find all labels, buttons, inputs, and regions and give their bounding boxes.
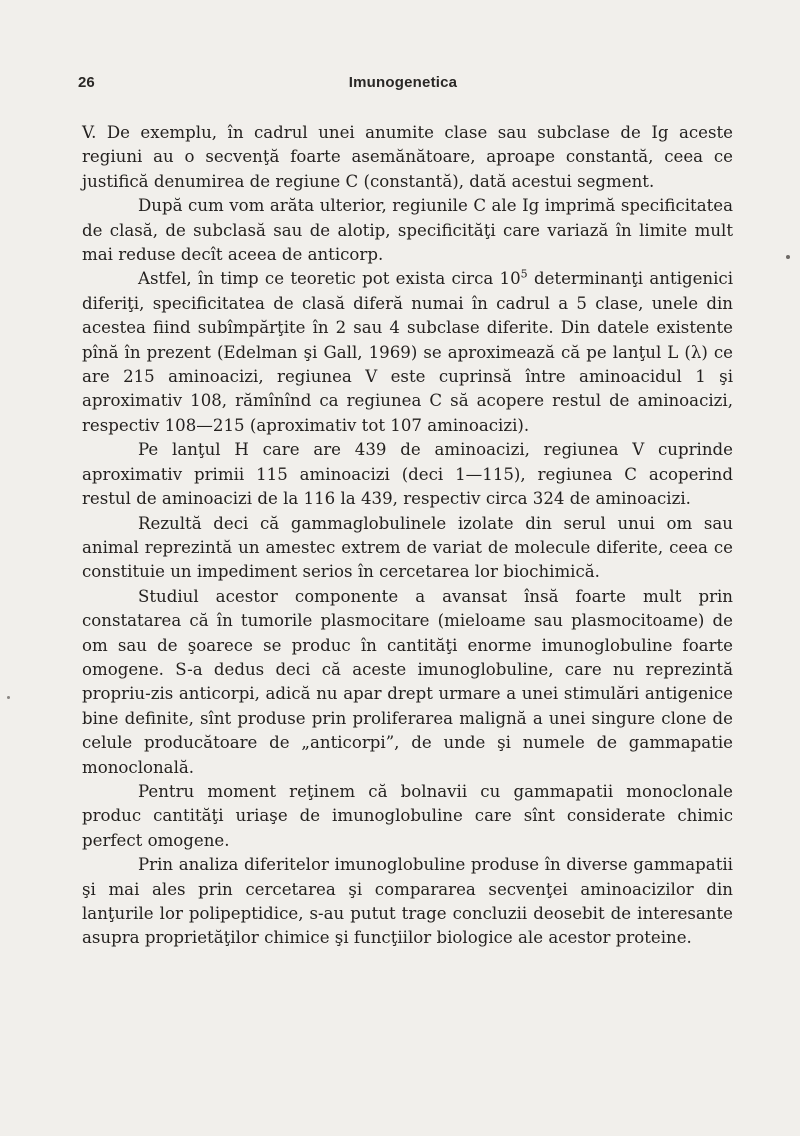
running-title: Imunogenetica <box>348 74 458 91</box>
paragraph-5: Rezultă deci că gammaglobulinele izolate din serul unui om sau animal reprezintă un amestec extrem de variat de molecule diferite, ceea ce constituie un impediment serios în cercetarea lor biochimică. <box>82 513 733 582</box>
paragraph-4: Pe lanţul H care are 439 de aminoacizi, regiunea V cuprinde aproximativ primii 115 aminoacizi (deci 1—115), regiunea C acoperind restul de aminoacizi de la 116 la 439, respectiv circa 324 de aminoacizi. <box>82 440 733 509</box>
margin-speck <box>786 255 790 259</box>
margin-speck-left <box>7 696 10 699</box>
paragraph-3 <box>82 267 733 438</box>
page-number: 26 <box>78 74 95 91</box>
paragraph-2: După cum vom arăta ulterior, regiunile C ale Ig imprimă specificitatea de clasă, de subclasă sau de alotip, specificităţi care variază în limite mult mai reduse decît aceea de anticorp. <box>82 196 733 265</box>
paragraph-8: Prin analiza diferitelor imunoglobuline produse în diverse gammapatii şi mai ales prin cercetarea şi compararea secvenţei aminoacizilor din lanţurile lor polipeptidice, s-au putut trage concluzii deosebit de interesante asupra proprietăţilor chimice şi funcţiilor biologice ale acestor proteine. <box>82 855 733 948</box>
page-header <box>78 74 728 94</box>
paragraph-6: Studiul acestor componente a avansat însă foarte mult prin constatarea că în tumorile plasmocitare (mieloame sau plasmocitoame) de om sau de şoarece se produc în cantităţi enorme imunoglobuline foarte omogene. S-a dedus deci că aceste imunoglobuline, care nu reprezintă propriu-zis anticorpi, adică nu apar drept urmare a unei stimulări antigenice bine definite, sînt produse prin proliferarea malignă a unei singure clone de celule producătoare de „anticorpi”, de unde şi numele de gammapatie monoclonală. <box>82 586 733 777</box>
exponent: 5 <box>520 267 528 281</box>
paragraph-7: Pentru moment reţinem că bolnavii cu gammapatii monoclonale produc cantităţi uriaşe de imunoglobuline care sînt considerate chimic perfect omogene. <box>82 781 733 850</box>
paragraph-3-start: Astfel, în timp ce teoretic pot exista circa 10 <box>138 269 521 289</box>
body-text <box>82 121 733 951</box>
paragraph-1: V. De exemplu, în cadrul unei anumite clase sau subclase de Ig aceste regiuni au o secvenţă foarte asemănătoare, aproape constantă, ceea ce justifică denumirea de regiune C (constantă), dată acestui segment. <box>82 123 733 191</box>
paragraph-3-rest: determinanţi antigenici diferiţi, specificitatea de clasă diferă numai în cadrul a 5 clase, unele din acestea fiind subîmpărţite în 2 sau 4 subclase diferite. Din datele existente pînă în prezent (Edelman şi Gall, 1969) se aproximează că pe lanţul L (λ) ce are 215 aminoacizi, regiunea V este cuprinsă între aminoacidul 1 şi aproximativ 108, rămînînd ca regiunea C să acopere restul de aminoacizi, respectiv 108—215 (aproximativ tot 107 aminoacizi). <box>82 269 733 435</box>
